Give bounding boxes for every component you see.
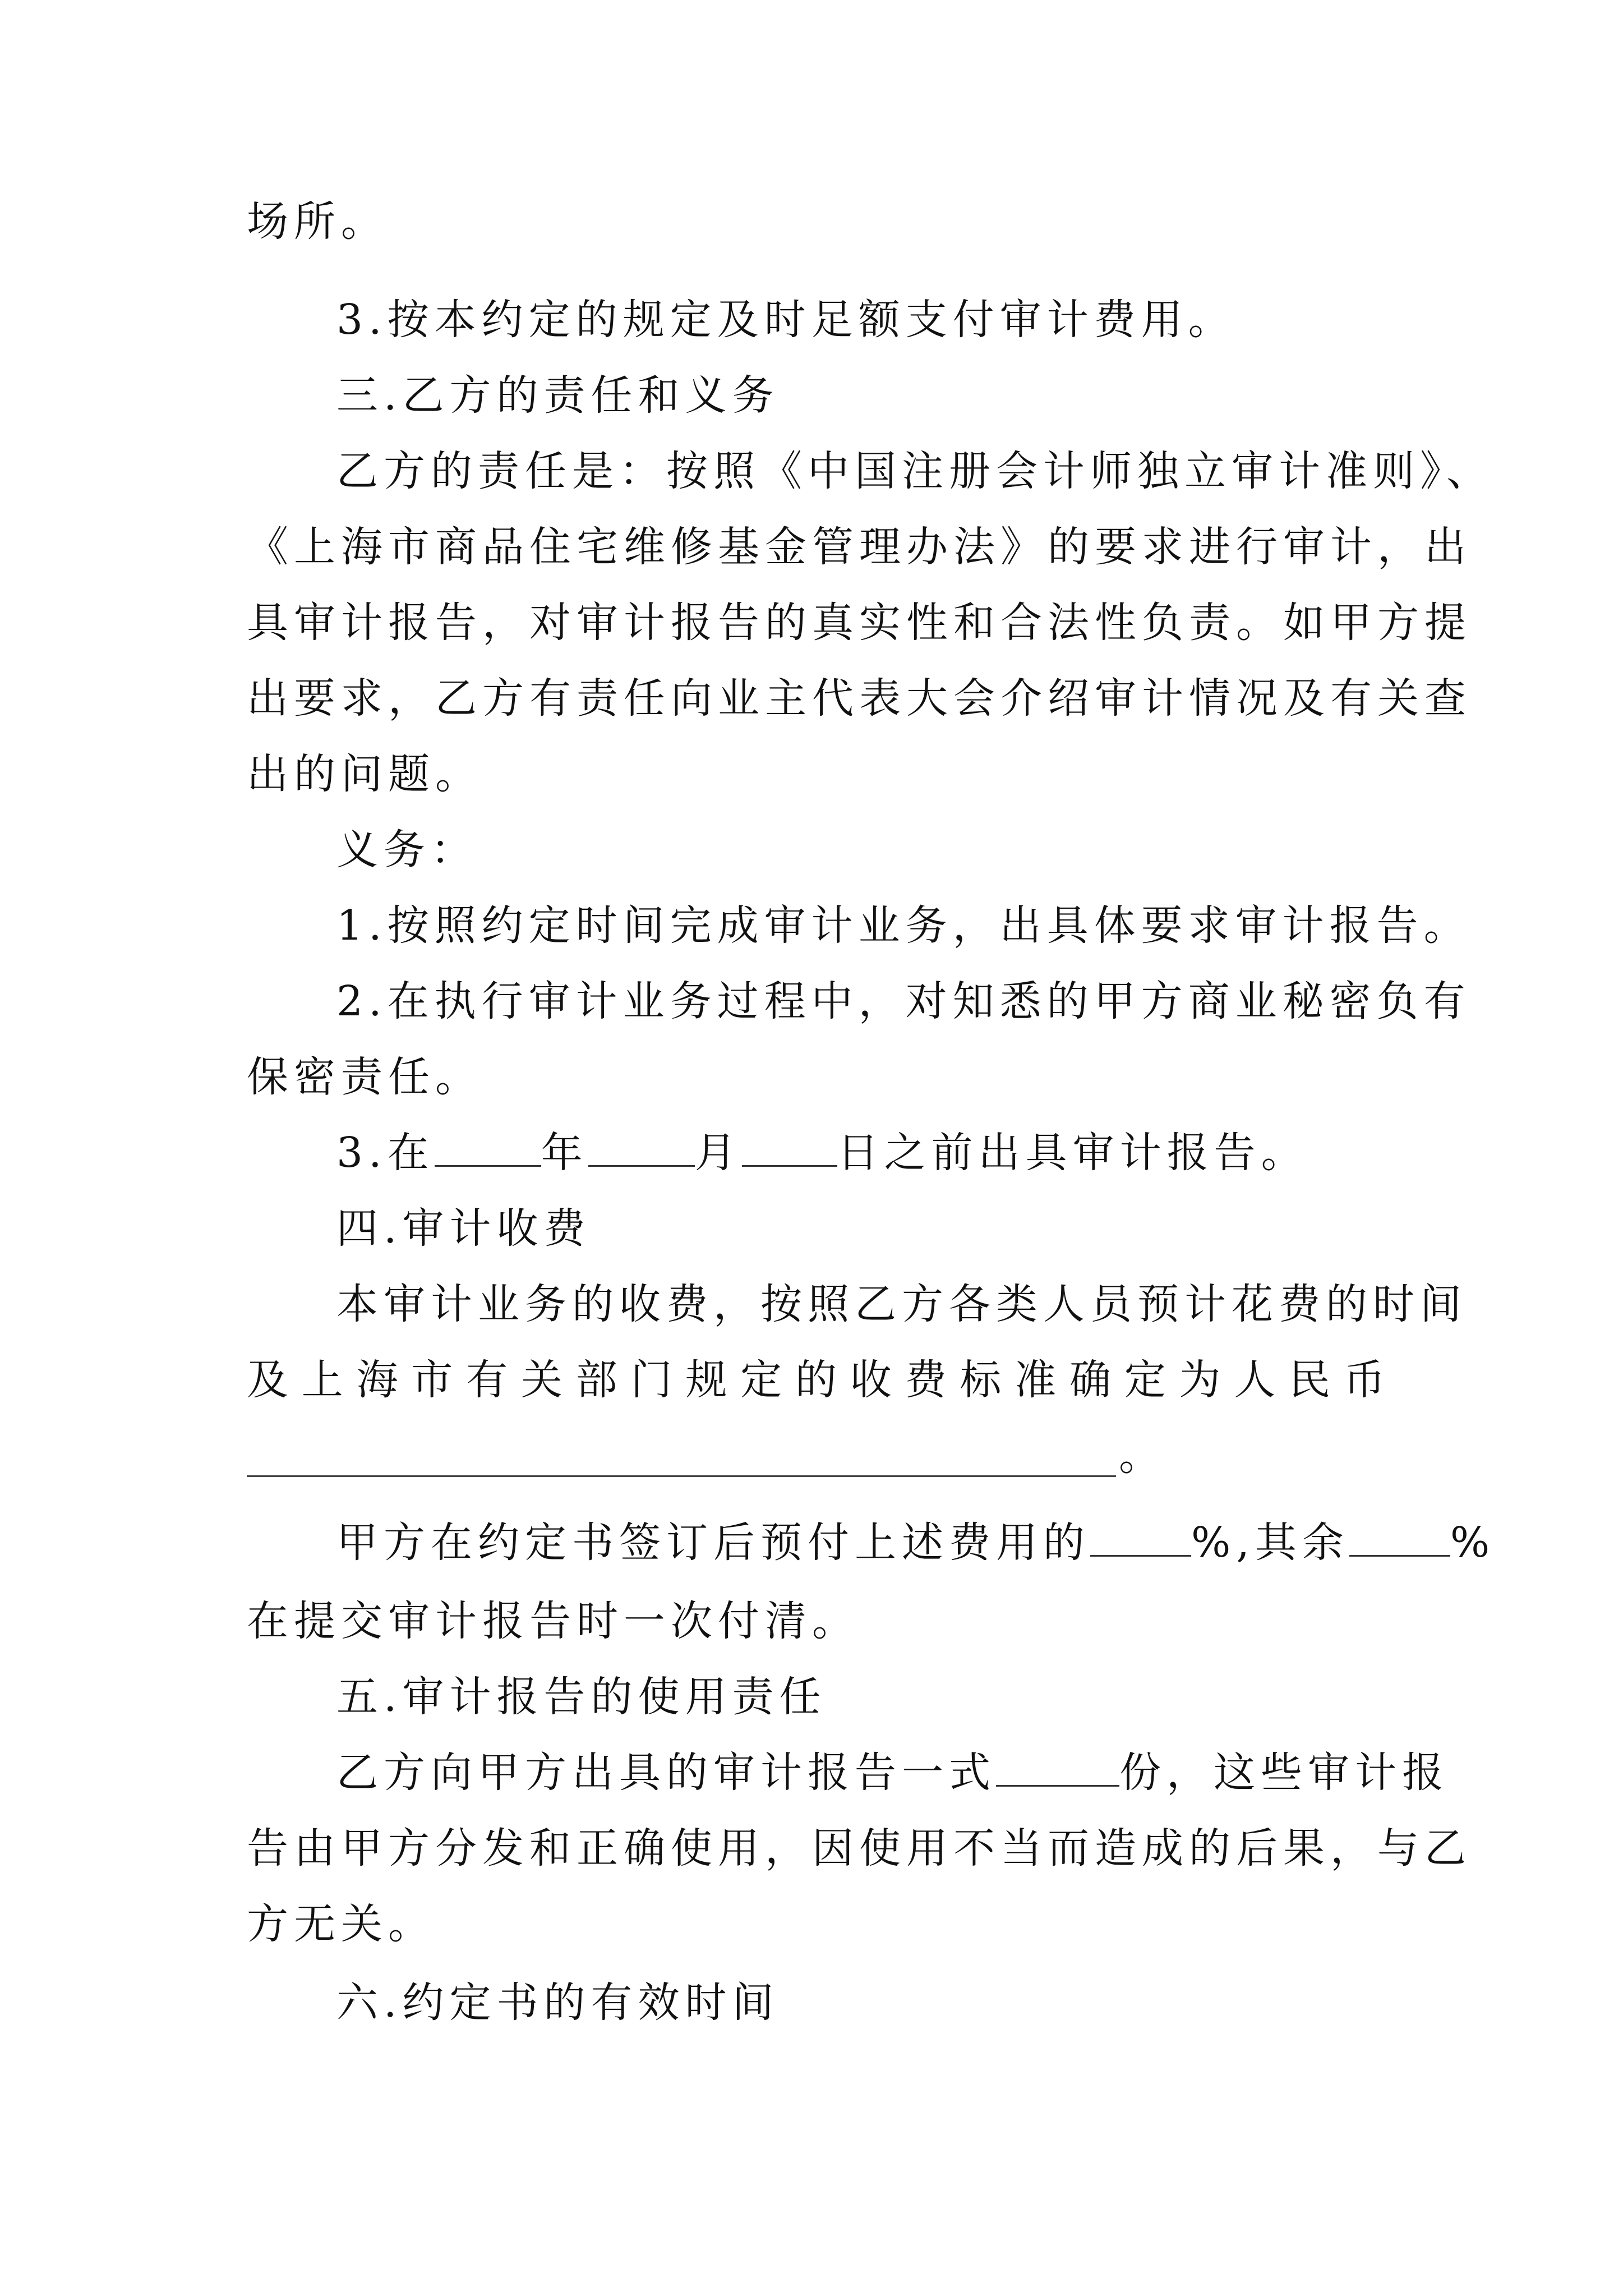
text-segment: 份，这些审计报 xyxy=(1119,1749,1449,1797)
text-segment: 甲方在约定书签订后预付上述费用的 xyxy=(336,1519,1090,1567)
text-line: 保密责任。 xyxy=(247,1053,482,1101)
char: 民 xyxy=(1289,1356,1331,1404)
payment-terms-line xyxy=(336,1515,1495,1571)
char: 有 xyxy=(466,1356,508,1404)
char: 币 xyxy=(1343,1356,1385,1404)
date-fill-line xyxy=(336,1125,1308,1181)
text-segment: 乙方向甲方出具的审计报告一式 xyxy=(336,1749,996,1797)
text-segment: 月 xyxy=(694,1129,742,1177)
prepay-percent-blank[interactable] xyxy=(1090,1516,1191,1557)
justified-text-line xyxy=(247,1352,1385,1408)
char: 标 xyxy=(960,1356,1002,1404)
text-line: 场所。 xyxy=(247,197,388,246)
period-mark: 。 xyxy=(1119,1432,1160,1480)
text-line: 义务： xyxy=(336,826,478,874)
day-blank[interactable] xyxy=(742,1126,837,1167)
char: 规 xyxy=(685,1356,727,1404)
copies-blank[interactable] xyxy=(996,1746,1119,1787)
report-copies-line xyxy=(336,1745,1449,1801)
char: 及 xyxy=(247,1356,288,1404)
text-line: 1.按照约定时间完成审计业务，出具体要求审计报告。 xyxy=(336,901,1471,950)
char: 门 xyxy=(630,1356,672,1404)
text-line: 出要求，乙方有责任向业主代表大会介绍审计情况及有关查 xyxy=(247,674,1472,723)
text-line: 3.按本约定的规定及时足额支付审计费用。 xyxy=(336,296,1235,344)
char: 为 xyxy=(1179,1356,1221,1404)
text-segment: 3.在 xyxy=(336,1129,435,1177)
year-blank[interactable] xyxy=(435,1126,541,1167)
char: 的 xyxy=(795,1356,837,1404)
text-line: 《上海市商品住宅维修基金管理办法》的要求进行审计，出 xyxy=(247,523,1472,571)
char: 定 xyxy=(740,1356,782,1404)
remaining-percent-blank[interactable] xyxy=(1349,1516,1450,1557)
char: 海 xyxy=(356,1356,398,1404)
text-line: 在提交审计报告时一次付清。 xyxy=(247,1597,859,1645)
section-heading: 三.乙方的责任和义务 xyxy=(336,371,780,420)
section-heading: 五.审计报告的使用责任 xyxy=(336,1673,827,1721)
char: 收 xyxy=(850,1356,892,1404)
char: 市 xyxy=(411,1356,453,1404)
text-segment: 日之前出具审计报告。 xyxy=(837,1129,1308,1177)
char: 定 xyxy=(1124,1356,1166,1404)
char: 上 xyxy=(301,1356,343,1404)
char: 人 xyxy=(1234,1356,1276,1404)
text-segment: %,其余 xyxy=(1191,1519,1349,1567)
text-line: 本审计业务的收费，按照乙方各类人员预计花费的时间 xyxy=(336,1280,1467,1328)
text-line: 2.在执行审计业务过程中，对知悉的甲方商业秘密负有 xyxy=(336,977,1471,1025)
text-line: 方无关。 xyxy=(247,1900,435,1948)
section-heading: 四.审计收费 xyxy=(336,1204,591,1253)
text-segment: 年 xyxy=(541,1129,588,1177)
char: 部 xyxy=(575,1356,617,1404)
text-segment: % xyxy=(1450,1519,1496,1567)
char: 费 xyxy=(905,1356,947,1404)
char: 关 xyxy=(520,1356,562,1404)
text-line: 告由甲方分发和正确使用，因使用不当而造成的后果，与乙 xyxy=(247,1824,1472,1872)
text-line: 出的问题。 xyxy=(247,750,482,798)
month-blank[interactable] xyxy=(588,1126,695,1167)
text-line: 乙方的责任是：按照《中国注册会计师独立审计准则》、 xyxy=(336,447,1493,495)
char: 确 xyxy=(1069,1356,1111,1404)
char: 准 xyxy=(1015,1356,1057,1404)
text-line: 具审计报告，对审计报告的真实性和合法性负责。如甲方提 xyxy=(247,599,1472,647)
section-heading: 六.约定书的有效时间 xyxy=(336,1978,780,2027)
fee-amount-blank[interactable] xyxy=(247,1475,1116,1477)
